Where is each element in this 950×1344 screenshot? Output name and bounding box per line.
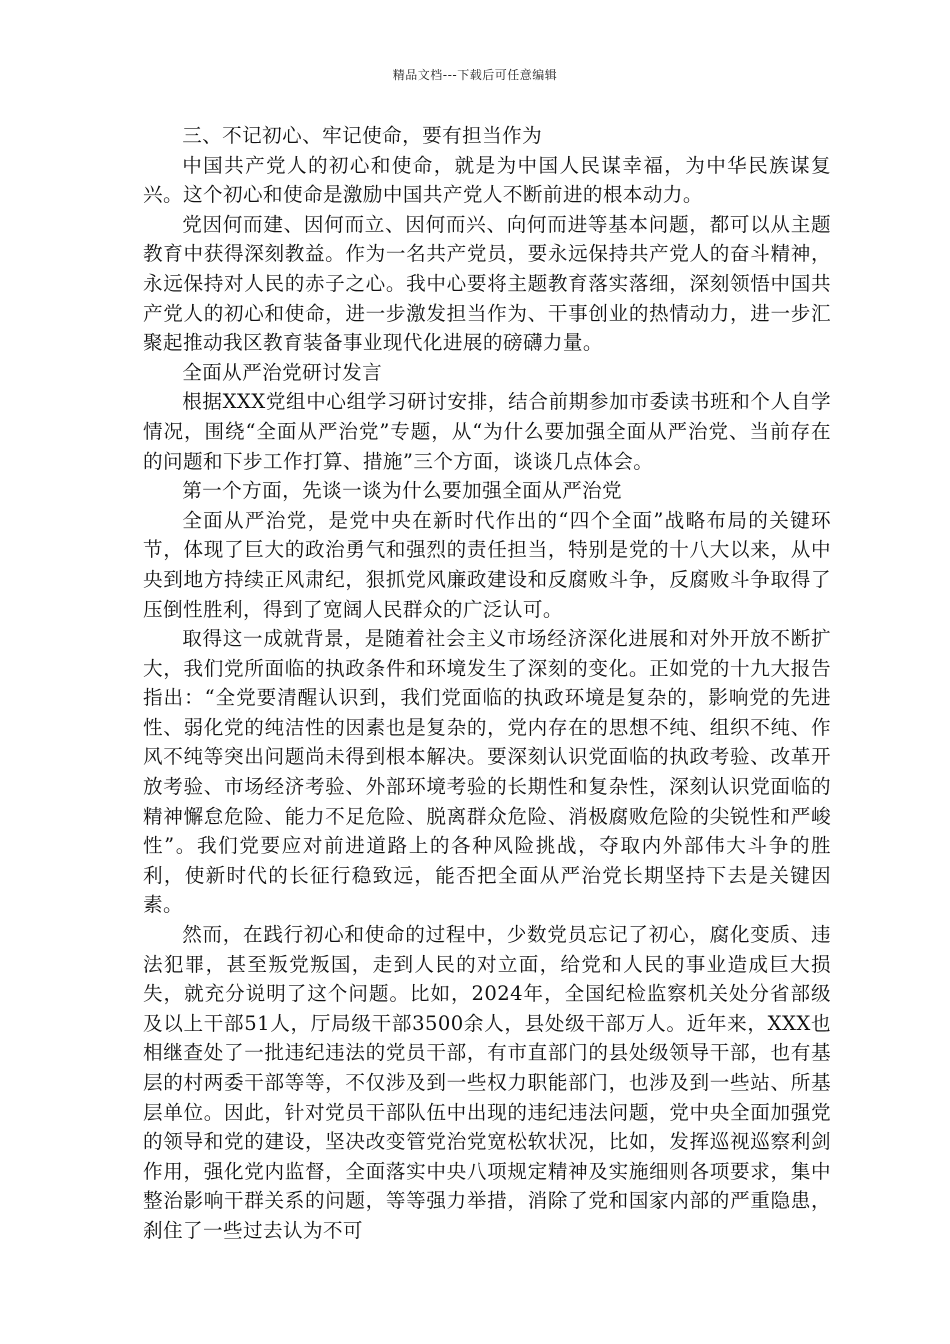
section-heading: 三、不记初心、牢记使命，要有担当作为 [182,124,543,147]
section-heading: 第一个方面，先谈一谈为什么要加强全面从严治党 [182,479,623,503]
document-body [143,121,831,1246]
paragraph: 根据XXX党组中心组学习研讨安排，结合前期参加市委读书班和个人自学情况，围绕“全面从严治党”专题，从“为什么要加强全面从严治党、当前存在的问题和下步工作打算、措施”三个方面，谈谈几点体会。 [143,390,831,473]
paragraph: 取得这一成就背景，是随着社会主义市场经济深化进展和对外开放不断扩大，我们党所面临的执政条件和环境发生了深刻的变化。正如党的十九大报告指出：“全党要清醒认识到，我们党面临的执政环境是复杂的，影响党的先进性、弱化党的纯洁性的因素也是复杂的，党内存在的思想不纯、组织不纯、作风不纯等突出问题尚未得到根本解决。要深刻认识党面临的执政考验、改革开放考验、市场经济考验、外部环境考验的长期性和复杂性，深刻认识党面临的精神懈怠危险、能力不足危险、脱离群众危险、消极腐败危险的尖锐性和严峻性”。我们党要应对前进道路上的各种风险挑战，夺取内外部伟大斗争的胜利，使新时代的长征行稳致远，能否把全面从严治党长期坚持下去是关键因素。 [143,627,831,917]
document-title: 全面从严治党研讨发言 [182,360,383,384]
paragraph: 然而，在践行初心和使命的过程中，少数党员忘记了初心，腐化变质、违法犯罪，甚至叛党叛国，走到人民的对立面，给党和人民的事业造成巨大损失，就充分说明了这个问题。比如，2024年，全国纪检监察机关处分省部级及以上干部51人，厅局级干部3500余人，县处级干部万人。近年来，XXX也相继查处了一批违纪违法的党员干部，有市直部门的县处级领导干部，也有基层的村两委干部等等，不仅涉及到一些权力职能部门，也涉及到一些站、所基层单位。因此，针对党员干部队伍中出现的违纪违法问题，党中央全面加强党的领导和党的建设，坚决改变管党治党宽松软状况，比如，发挥巡视巡察利剑作用，强化党内监督，全面落实中央八项规定精神及实施细则各项要求，集中整治影响干群关系的问题，等等强力举措，消除了党和国家内部的严重隐患，刹住了一些过去认为不可 [143,923,831,1242]
paragraph: 全面从严治党，是党中央在新时代作出的“四个全面”战略布局的关键环节，体现了巨大的政治勇气和强烈的责任担当，特别是党的十八大以来，从中央到地方持续正风肃纪，狠抓党风廉政建设和反腐败斗争，反腐败斗争取得了压倒性胜利，得到了宽阔人民群众的广泛认可。 [143,508,831,621]
paragraph: 中国共产党人的初心和使命，就是为中国人民谋幸福，为中华民族谋复兴。这个初心和使命是激励中国共产党人不断前进的根本动力。 [143,153,831,207]
paragraph: 党因何而建、因何而立、因何而兴、向何而进等基本问题，都可以从主题教育中获得深刻教益。作为一名共产党员，要永远保持共产党人的奋斗精神，永远保持对人民的赤子之心。我中心要将主题教育落实落细，深刻领悟中国共产党人的初心和使命，进一步激发担当作为、干事创业的热情动力，进一步汇聚起推动我区教育装备事业现代化进展的磅礴力量。 [143,212,831,355]
page-header: 精品文档---下载后可任意编辑 [392,68,558,82]
